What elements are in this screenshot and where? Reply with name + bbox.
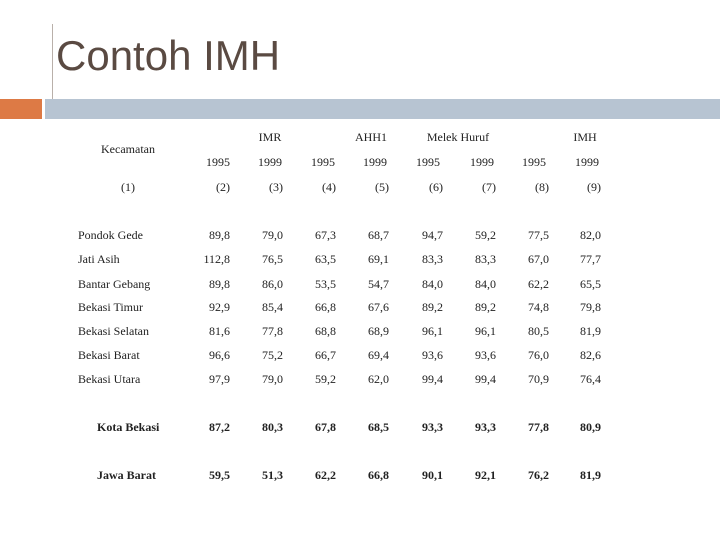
table-cell: 99,4	[475, 372, 496, 386]
column-number: (3)	[269, 180, 283, 194]
year-header: 1995	[522, 155, 546, 169]
total-cell: 80,3	[262, 420, 283, 434]
table-cell: 74,8	[528, 300, 549, 314]
table-cell: 86,0	[262, 277, 283, 291]
total-cell: 68,5	[368, 420, 389, 434]
total-cell: 80,9	[580, 420, 601, 434]
table-cell: 94,7	[422, 228, 443, 242]
group-header: IMR	[258, 130, 282, 144]
table-cell: 84,0	[475, 277, 496, 291]
row-name-bekasi-barat: Bekasi Barat	[78, 348, 140, 362]
table-cell: 59,2	[315, 372, 336, 386]
table-cell: 82,0	[580, 228, 601, 242]
total-cell: 87,2	[209, 420, 230, 434]
table-cell: 63,5	[315, 252, 336, 266]
table-cell: 62,0	[368, 372, 389, 386]
total-cell: 77,8	[528, 420, 549, 434]
table-cell: 99,4	[422, 372, 443, 386]
year-header: 1999	[258, 155, 282, 169]
table-cell: 75,2	[262, 348, 283, 362]
table-cell: 67,3	[315, 228, 336, 242]
column-number: (5)	[375, 180, 389, 194]
table-cell: 82,6	[580, 348, 601, 362]
table-cell: 70,9	[528, 372, 549, 386]
table-cell: 89,2	[422, 300, 443, 314]
table-cell: 89,8	[209, 228, 230, 242]
total-cell: 93,3	[475, 420, 496, 434]
table-cell: 68,7	[368, 228, 389, 242]
table-cell: 76,0	[528, 348, 549, 362]
row-name-bekasi-utara: Bekasi Utara	[78, 372, 141, 386]
table-cell: 76,5	[262, 252, 283, 266]
year-header: 1995	[311, 155, 335, 169]
table-cell: 80,5	[528, 324, 549, 338]
column-number: (8)	[535, 180, 549, 194]
table-cell: 92,9	[209, 300, 230, 314]
year-header: 1995	[206, 155, 230, 169]
table-cell: 81,9	[580, 324, 601, 338]
group-header: Melek Huruf	[426, 130, 490, 144]
row-name-bekasi-timur: Bekasi Timur	[78, 300, 144, 314]
total-cell: 67,8	[315, 420, 336, 434]
row-name-pondok-gede: Pondok Gede	[78, 228, 143, 242]
row-name-jati-asih: Jati Asih	[78, 252, 120, 266]
row-name-bantar-gebang: Bantar Gebang	[78, 277, 151, 291]
row-name-bekasi-selatan: Bekasi Selatan	[78, 324, 149, 338]
table-cell: 77,5	[528, 228, 549, 242]
total-cell: 76,2	[528, 468, 549, 482]
table-cell: 54,7	[368, 277, 389, 291]
year-header: 1999	[363, 155, 387, 169]
table-cell: 96,1	[422, 324, 443, 338]
group-header: IMH	[573, 130, 597, 144]
title-divider-line	[52, 24, 53, 100]
table-cell: 66,7	[315, 348, 336, 362]
slide-title: Contoh IMH	[56, 32, 281, 79]
table-cell: 84,0	[422, 277, 443, 291]
table-cell: 83,3	[475, 252, 496, 266]
table-cell: 97,9	[209, 372, 230, 386]
table-cell: 53,5	[315, 277, 336, 291]
table-cell: 96,6	[209, 348, 230, 362]
table-cell: 83,3	[422, 252, 443, 266]
accent-block-orange	[0, 99, 42, 119]
total-cell: 51,3	[262, 468, 283, 482]
column-number: (6)	[429, 180, 443, 194]
table-cell: 81,6	[209, 324, 230, 338]
region-column-header: Kecamatan	[101, 142, 155, 156]
total-cell: 59,5	[209, 468, 230, 482]
table-cell: 77,7	[580, 252, 601, 266]
table-cell: 89,2	[475, 300, 496, 314]
total-cell: 90,1	[422, 468, 443, 482]
table-cell: 96,1	[475, 324, 496, 338]
table-cell: 77,8	[262, 324, 283, 338]
table-cell: 69,1	[368, 252, 389, 266]
table-cell: 68,9	[368, 324, 389, 338]
table-cell: 93,6	[422, 348, 443, 362]
table-cell: 68,8	[315, 324, 336, 338]
table-cell: 79,0	[262, 228, 283, 242]
table-cell: 67,6	[368, 300, 389, 314]
table-cell: 62,2	[528, 277, 549, 291]
year-header: 1999	[470, 155, 494, 169]
total-cell: 62,2	[315, 468, 336, 482]
table-cell: 66,8	[315, 300, 336, 314]
column-number: (9)	[587, 180, 601, 194]
group-header: AHH1	[355, 130, 387, 144]
table-cell: 79,8	[580, 300, 601, 314]
total-cell: 66,8	[368, 468, 389, 482]
table-cell: 112,8	[203, 252, 230, 266]
table-cell: 67,0	[528, 252, 549, 266]
total-cell: 92,1	[475, 468, 496, 482]
table-cell: 79,0	[262, 372, 283, 386]
table-cell: 59,2	[475, 228, 496, 242]
table-cell: 93,6	[475, 348, 496, 362]
table-cell: 69,4	[368, 348, 389, 362]
year-header: 1995	[416, 155, 440, 169]
table-cell: 76,4	[580, 372, 601, 386]
table-cell: 85,4	[262, 300, 283, 314]
column-number: (2)	[216, 180, 230, 194]
accent-bar-blue	[45, 99, 720, 119]
total-row-name-kota-bekasi: Kota Bekasi	[97, 420, 160, 434]
column-number: (1)	[121, 180, 135, 194]
column-number: (7)	[482, 180, 496, 194]
table-cell: 65,5	[580, 277, 601, 291]
total-cell: 81,9	[580, 468, 601, 482]
total-cell: 93,3	[422, 420, 443, 434]
table-cell: 89,8	[209, 277, 230, 291]
column-number: (4)	[322, 180, 336, 194]
total-row-name-jawa-barat: Jawa Barat	[97, 468, 156, 482]
year-header: 1999	[575, 155, 599, 169]
